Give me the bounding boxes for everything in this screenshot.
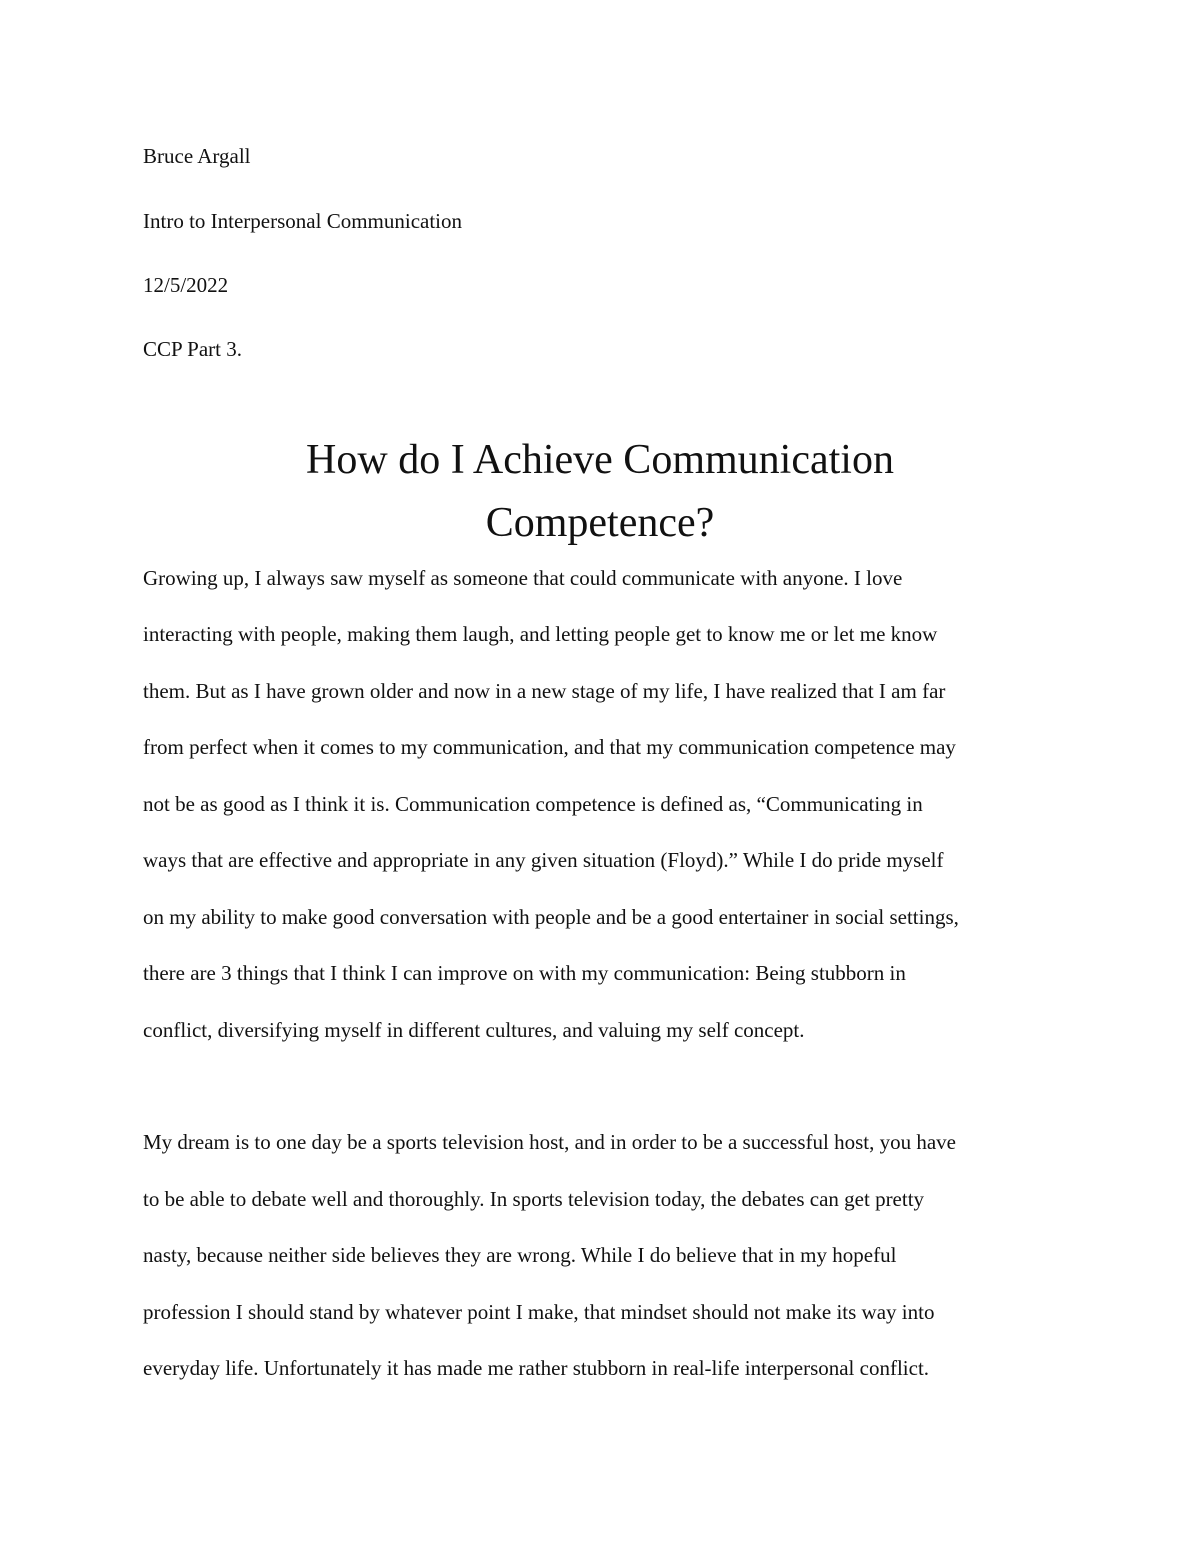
paragraph-line: nasty, because neither side believes they are wrong. While I do believe that in my hopeful bbox=[143, 1243, 897, 1267]
document-date: 12/5/2022 bbox=[143, 273, 229, 297]
paragraph-line: to be able to debate well and thoroughly. In sports television today, the debates can get pretty bbox=[143, 1187, 925, 1211]
paragraph-line: not be as good as I think it is. Communication competence is defined as, “Communicating in bbox=[143, 792, 923, 816]
paragraph-line: there are 3 things that I think I can improve on with my communication: Being stubborn in bbox=[143, 961, 906, 985]
paragraph-line: Growing up, I always saw myself as someone that could communicate with anyone. I love bbox=[143, 566, 903, 590]
assignment-name: CCP Part 3. bbox=[143, 337, 242, 361]
paragraph-line: conflict, diversifying myself in different cultures, and valuing my self concept. bbox=[143, 1018, 805, 1042]
author-name: Bruce Argall bbox=[143, 144, 251, 168]
paragraph-line: from perfect when it comes to my communication, and that my communication competence may bbox=[143, 735, 956, 759]
paragraph-line: profession I should stand by whatever point I make, that mindset should not make its way into bbox=[143, 1300, 935, 1324]
paragraph-line: them. But as I have grown older and now in a new stage of my life, I have realized that I am far bbox=[143, 679, 946, 703]
course-name: Intro to Interpersonal Communication bbox=[143, 209, 463, 233]
paragraph-line: everyday life. Unfortunately it has made me rather stubborn in real-life interpersonal conflict. bbox=[143, 1356, 930, 1380]
paragraph-line: on my ability to make good conversation with people and be a good entertainer in social settings, bbox=[143, 905, 959, 929]
paragraph-line: ways that are effective and appropriate in any given situation (Floyd).” While I do pride myself bbox=[143, 848, 944, 872]
document-title-line-1: How do I Achieve Communication bbox=[306, 437, 894, 483]
paragraph-line: My dream is to one day be a sports television host, and in order to be a successful host, you have bbox=[143, 1130, 956, 1154]
paragraph-line: interacting with people, making them laugh, and letting people get to know me or let me know bbox=[143, 622, 938, 646]
document-title-line-2: Competence? bbox=[485, 500, 715, 546]
